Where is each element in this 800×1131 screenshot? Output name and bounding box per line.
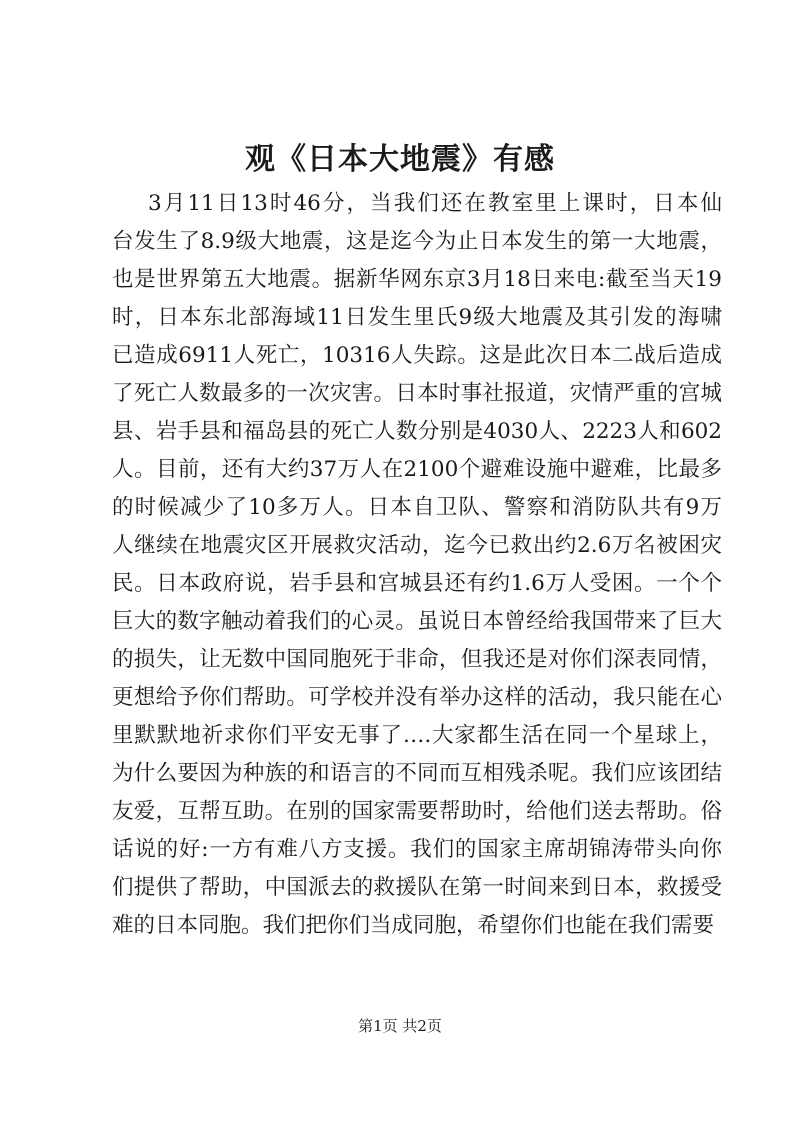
body-line: 难的日本同胞。我们把你们当成同胞，希望你们也能在我们需要	[112, 913, 715, 938]
body-line: 时，日本东北部海域11日发生里氏9级大地震及其引发的海啸	[112, 305, 722, 330]
body-line: 的时候减少了10多万人。日本自卫队、警察和消防队共有9万	[112, 495, 722, 520]
body-line: 人。目前，还有大约37万人在2100个避难设施中避难，比最多	[112, 457, 722, 482]
body-line: 为什么要因为种族的和语言的不同而互相残杀呢。我们应该团结	[112, 761, 722, 786]
body-line: 的损失，让无数中国同胞死于非命，但我还是对你们深表同情，	[112, 647, 722, 672]
body-line: 已造成6911人死亡，10316人失踪。这是此次日本二战后造成	[112, 343, 722, 368]
body-line: 县、岩手县和福岛县的死亡人数分别是4030人、2223人和602	[112, 419, 722, 444]
body-line: 们提供了帮助，中国派去的救援队在第一时间来到日本，救援受	[112, 875, 722, 900]
body-line: 友爱，互帮互助。在别的国家需要帮助时，给他们送去帮助。俗	[112, 799, 722, 824]
body-line: 台发生了8.9级大地震，这是迄今为止日本发生的第一大地震，	[112, 229, 722, 254]
body-line: 了死亡人数最多的一次灾害。日本时事社报道，灾情严重的宫城	[112, 381, 722, 406]
body-line: 民。日本政府说，岩手县和宫城县还有约1.6万人受困。一个个	[112, 571, 722, 596]
body-line: 3月11日13时46分，当我们还在教室里上课时，日本仙	[148, 191, 722, 216]
document-title: 观《日本大地震》有感	[245, 142, 555, 177]
body-line: 也是世界第五大地震。据新华网东京3月18日来电:截至当天19	[112, 267, 722, 292]
body-line: 巨大的数字触动着我们的心灵。虽说日本曾经给我国带来了巨大	[112, 609, 722, 634]
body-line: 人继续在地震灾区开展救灾活动，迄今已救出约2.6万名被困灾	[112, 533, 722, 558]
body-line: 里默默地祈求你们平安无事了….大家都生活在同一个星球上，	[112, 723, 722, 748]
page-footer: 第1页 共2页	[358, 1017, 442, 1035]
body-line: 话说的好:一方有难八方支援。我们的国家主席胡锦涛带头向你	[112, 837, 722, 862]
document-body	[112, 185, 722, 945]
body-line: 更想给予你们帮助。可学校并没有举办这样的活动，我只能在心	[112, 685, 722, 710]
